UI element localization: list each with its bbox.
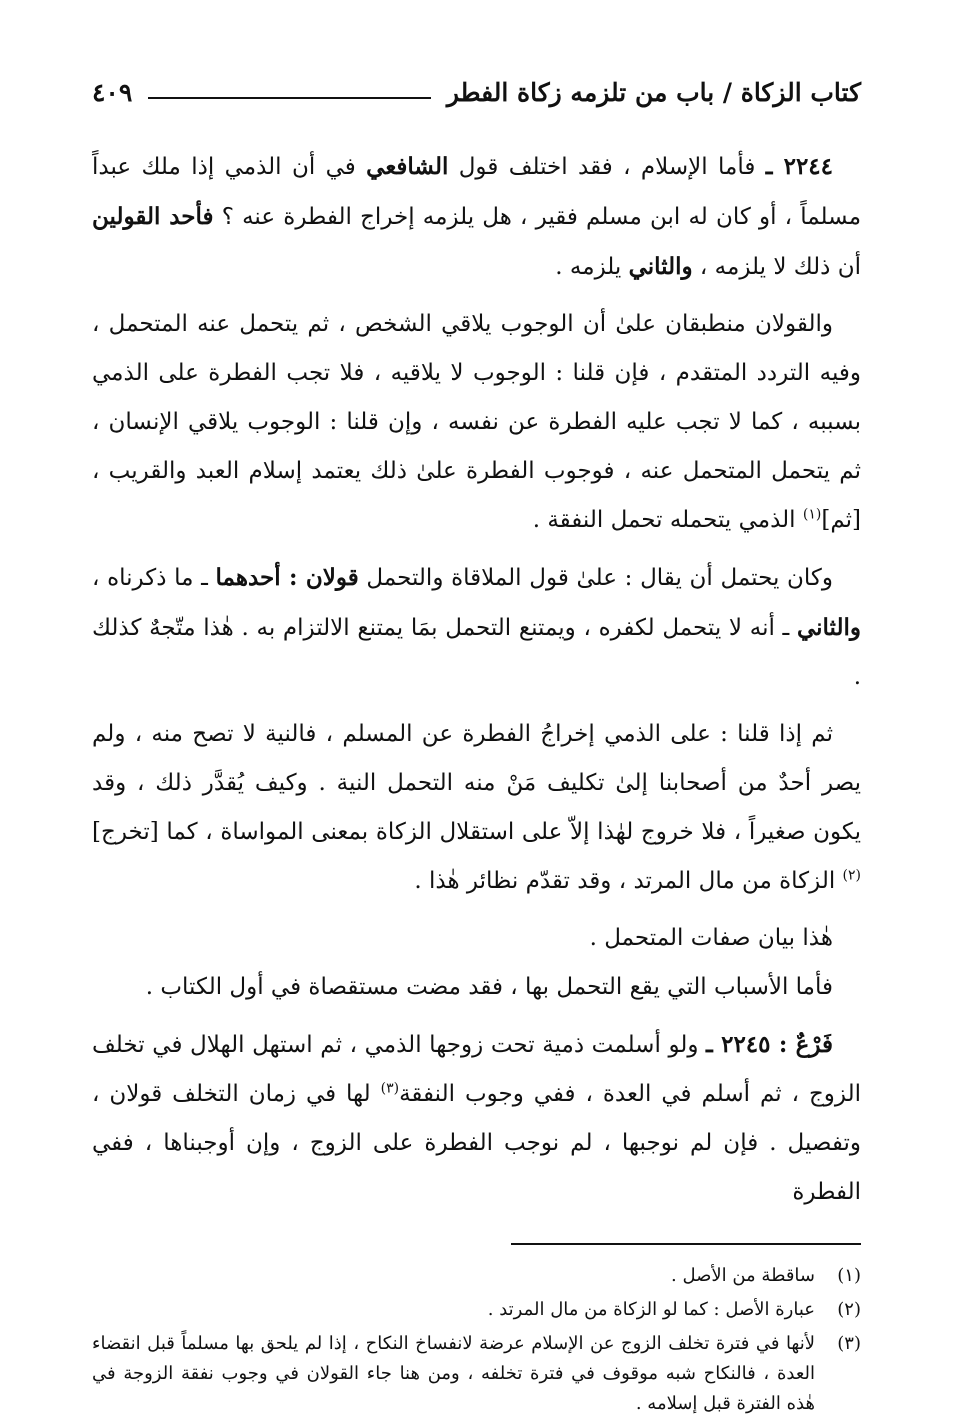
text-run: الذمي يتحمله تحمل النفقة . [532,507,803,533]
paragraph-two-views [92,300,861,545]
text-run: ولو أسلمت ذمية تحت زوجها الذمي ، ثم استهل الهلال في تخلف الزوج ، ثم أسلم في العدة ، ففي وجوب النفقة [92,1032,862,1107]
text-run: فأما الأسباب التي يقع التحمل بها ، فقد مضت مستقصاة في أول الكتاب . [145,974,833,1000]
bold-term: فأحد القولين [92,203,214,230]
issue-number: ٢٢٤٥ ـ [706,1031,779,1058]
text-run: والقولان منطبقان علىٰ أن الوجوب يلاقي الشخص ، ثم يتحمل عنه المتحمل ، وفيه التردد المتقدم ، فإن قلنا : الوجوب لا يلاقيه ، فلا تجب الفطرة على الذمي بسببه ، كما لا تجب عليه الفطرة عن نفسه ، وإن قلنا : الوجوب يلاقي الإنسان ، ثم يتحمل المتحمل عنه ، فوجوب الفطرة علىٰ ذلك يعتمد إسلام العبد والقريب ، [ثم] [92,311,861,533]
footnote-number: (١) [837,1265,861,1286]
bold-term: الشافعي [366,153,449,180]
text-run: فأما الإسلام ، فقد اختلف قول [448,154,766,180]
paragraph-causes [92,963,861,1012]
footnote-1 [92,1261,861,1291]
footnote-3 [92,1329,861,1419]
text-run: وكان يحتمل أن يقال : علىٰ قول الملاقاة والتحمل [358,565,833,591]
running-header [92,72,861,112]
footnote-2 [92,1295,861,1325]
footnote-separator [511,1243,861,1245]
text-run: يلزمه . [555,254,629,280]
text-run: ـ أنه لا يتحمل لكفره ، ويمتنع التحمل بمَا يمتنع الالتزام به . هٰذا متّجهٌ كذلك . [92,615,861,690]
issue-number: ٢٢٤٤ ـ [765,153,834,180]
footnote-text: ساقطة من الأصل . [671,1265,815,1286]
text-run: لها في زمان التخلف قولان ، وتفصيل . فإن لم نوجبها ، لم نوجب الفطرة على الزوج ، وإن أوجبناها ، ففي الفطرة [92,1081,861,1205]
footnotes [92,1261,861,1419]
footnote-number: (٢) [837,1299,861,1320]
page-number: ٤٠٩ [92,77,133,107]
footnote-text: لأنها في فترة تخلف الزوج عن الإسلام عرضة لانفساخ النكاح ، إذا لم يلحق بها مسلماً قبل انقضاء العدة ، فالنكاح شبه موقوف في فترة تخلفه ، ومن هنا جاء القولان في وجوب نفقة الزوجة في هٰذه الفترة قبل إسلامه . [92,1333,815,1414]
paragraph-2244 [92,142,861,292]
text-run: هٰذا بيان صفات المتحمل . [589,925,833,951]
bold-term: قولان : أحدهما [215,564,359,591]
paragraph-intention [92,710,861,906]
footnote-ref-2[interactable]: (٢) [842,867,861,884]
text-run: أن ذلك لا يلزمه ، [692,254,861,280]
paragraph-2245 [92,1020,861,1217]
footnote-text: عبارة الأصل : كما لو الزكاة من مال المرتد . [487,1299,815,1320]
paragraph-possibility [92,553,861,702]
text-run: الزكاة من مال المرتد ، وقد تقدّم نظائر هٰذا . [414,868,843,894]
bold-term: والثاني [796,614,861,641]
running-title: كتاب الزكاة / باب من تلزمه زكاة الفطر [446,77,861,107]
bold-term: والثاني [628,253,693,280]
footnote-ref-3[interactable]: (٣) [380,1080,400,1097]
main-text [92,142,861,1217]
header-rule [148,97,431,99]
footnote-ref-1[interactable]: (١) [802,506,822,523]
text-run: ـ ما ذكرناه ، [92,565,216,591]
footnote-number: (٣) [837,1333,861,1354]
paragraph-summary [92,914,861,963]
text-run: في أن الذمي إذا ملك عبداً مسلماً ، أو كان له ابن مسلم فقير ، هل يلزمه إخراج الفطرة عنه ؟ [92,154,862,230]
text-run: ثم إذا قلنا : على الذمي إخراجُ الفطرة عن المسلم ، فالنية لا تصح منه ، ولم يصر أحدٌ من أصحابنا إلىٰ تكليف مَنْ منه التحمل النية . وكيف يُقدَّر ذلك ، وقد يكون صغيراً ، فلا خروج لهٰذا إلاّ على استقلال الزكاة بمعنى المواساة ، كما [تخرج] [92,721,861,845]
branch-label: فَرْعٌ : [778,1031,834,1058]
